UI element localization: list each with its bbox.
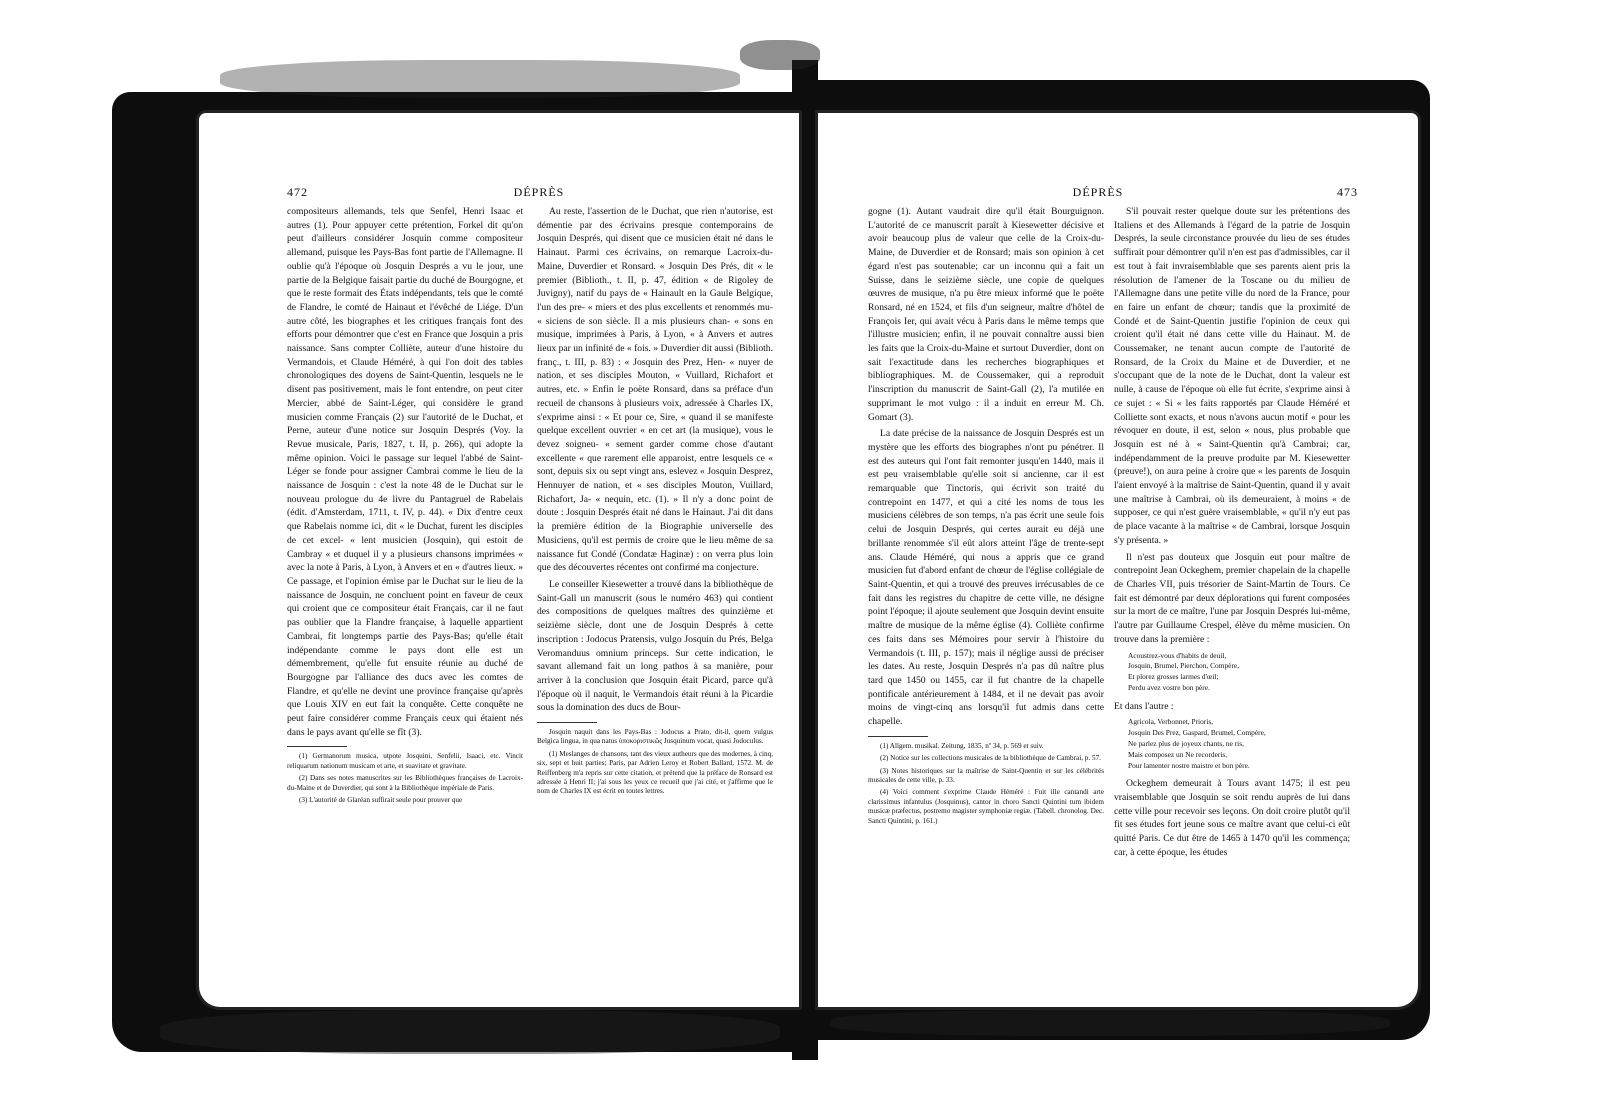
verse-line: Mais composez un Ne recorderis, [1128, 749, 1228, 759]
right-col1-footnote-2: (2) Notice sur les collections musicales de la bibliothèque de Cambrai, p. 57. [880, 754, 1101, 763]
verse-line: Pour lamenter nostre maistre et bon père. [1128, 760, 1250, 770]
right-running-head [838, 185, 1358, 201]
left-column-1 [287, 205, 523, 808]
right-col1-footnote-3: (3) Notes historiques sur la maîtrise de Saint-Quentin et sur les célébrités musicales de cette ville, p. 33. [868, 766, 1104, 784]
verse-line: Ne parlez plus de joyeux chants, ne ris, [1128, 738, 1244, 748]
left-col2-footnote-continued: Josquin naquit dans les Pays-Bas : Jodocus a Prato, dit-il, quem vulgus Belgica lingua, in qua natus ὑποκοριστικῶς Jusquinum vocat, quasi Jodoculus. [537, 728, 773, 746]
left-column-2 [537, 205, 773, 800]
right-page-number: 473 [1337, 185, 1358, 199]
right-col2-paragraph-1: S'il pouvait rester quelque doute sur les prétentions des Italiens et des Allemands à l'égard de la patrie de Josquin Després, la seule circonstance prouvée du lieu de ses études suffirait pour démontrer qu'il n'en est pas d'admissibles, car il est tout à fait invraisemblable que ses parents aient pris la résolution de l'amener de la Toscane ou du milieu de l'Allemagne dans une petite ville du nord de la France, pour en faire un enfant de chœur; tandis que la proximité de Condé et de Saint-Quentin justifie l'opinion de ceux qui croient qu'il était né dans cette ville du Hainaut. M. de Coussemaker, ne tenant aucun compte de l'autorité de Ronsard, de la Croix du Maine et de Duverdier, et ne s'occupant que de la note de le Duchat, dont la valeur est nulle, à cause de l'époque où elle fut écrite, s'exprime ainsi à ce sujet : « Si « les faits rapportés par Claude Héméré et Colliette sont exacts, et nous n'avons aucun motif « pour les révoquer en doute, il est, selon « nous, plus probable que Josquin est né à « Saint-Quentin qu'à Cambrai; car, indépendamment de la preuve produite par M. Kiesewetter (preuve!), on aura peine à croire que « les parents de Josquin l'aient envoyé à la maîtrise de Saint-Quentin, quand il y avait une maîtrise à Cambrai, où ils demeuraient, à moins « de supposer, ce qui n'est guère vraisemblable, « qu'il n'y eut pas de place vacante à la maîtrise « de Cambrai, lorsque Josquin s'y présenta. » [1114, 206, 1350, 546]
right-col1-footnote-1: (1) Allgem. musikal. Zeitung, 1835, nº 34, p. 569 et suiv. [880, 741, 1044, 750]
left-col1-footnote-3: (3) L'autorité de Glaréan suffirait seule pour prouver que [299, 796, 463, 805]
right-col2-paragraph-2: Il n'est pas douteux que Josquin eut pour maître de contrepoint Jean Ockeghem, premier chapelain de la chapelle de Charles VII, puis trésorier de Saint-Martin de Tours. Ce fait est démontré par deux déplorations qui furent composées sur la mort de ce maître, l'une par Josquin Després lui-même, l'autre par Guillaume Crespel, élève du même musicien. On trouve dans la première : [1114, 551, 1351, 645]
verse-line: Perdu avez vostre bon père. [1128, 682, 1210, 692]
verse-deploration-1 [1128, 651, 1350, 694]
footnote-rule [537, 722, 597, 723]
right-column-1 [868, 205, 1104, 829]
right-running-title: DÉPRÈS [1072, 185, 1124, 199]
scan-noise-spine-top [740, 40, 820, 70]
left-col2-paragraph-1: Au reste, l'assertion de le Duchat, que rien n'autorise, est démentie par des écrivains presque contemporains de Josquin Després, qui disent que ce musicien était né dans le Hainaut. Parmi ces écrivains, on remarque Lacroix-du-Maine, Duverdier et Ronsard. « Josquin Des Prés, dit « le premier (Biblioth., t. II, p. 47, édition « de Rigoley de Juvigny), natif du pays de « Hainault en la Gaule Belgique, l'un des pre- « miers et des plus excellents et renommés mu- « siciens de son siècle. Il a mis plusieurs chan- « sons en musique, imprimées à Paris, à Lyon, « à Anvers et autres lieux par un infinité de « fois. » Duverdier dit aussi (Biblioth. franç., t. III, p. 83) : « Josquin des Prez, Hen- « nuyer de nation, et ses disciples Mouton, « Vuillard, Richafort et autres, etc. » Enfin le poëte Ronsard, dans sa préface d'un recueil de chansons à plusieurs voix, adressée à Charles IX, s'exprime ainsi : « Et pour ce, Sire, « quand il se manifeste quelque excellent ouvrier « en cet art (la musique), vous le devez soigneu- « sement garder comme chose d'autant excellente « que rarement elle apparoist, entre lesquels ce « sont, depuis six ou sept vingt ans, eslevez « Josquin Desprez, Hennuyer de nation, et « ses disciples Mouton, Vuillard, Richafort, Ja- « nequin, etc. (1). » Il n'y a donc point de doute : Josquin Després était né dans le Hainaut. J'ai dit dans la première édition de la Biographie universelle des Musiciens, qu'il est permis de croire que le lieu même de sa naissance fut Condé (Condatæ Haginæ) : on verra plus loin que des découvertes récentes ont confirmé ma conjecture. [537, 206, 773, 574]
left-col2-footnote-1: (1) Meslanges de chansons, tant des vieux autheurs que des modernes, à cinq, six, sept et huit parties; Paris, par Adrien Leroy et Robert Ballard, 1572. M. de Reiffenberg m'a repris sur cette citation, et prétend que la préface de Ronsard est adressée à Henri II; j'ai sous les yeux ce recueil que j'ai cité, et j'affirme que le nom de Charles IX est écrit en toutes lettres. [537, 749, 773, 796]
left-col2-paragraph-2: Le conseiller Kiesewetter a trouvé dans la bibliothèque de Saint-Gall un manuscrit (sous le numéro 463) qui contient des compositions de quelques maîtres des quinzième et seizième siècle, dont une de Josquin Després à cette inscription : Jodocus Pratensis, vulgo Josquin du Prés, Belga Veromanduus omnium princeps. Sur cette indication, le savant allemand fait un long pathos à sa manière, pour arriver à la conclusion que Josquin était Picard, parce qu'à l'époque où il naquit, le Vermandois était réuni à la Picardie sous la domination des ducs de Bour- [537, 578, 773, 714]
left-page [196, 110, 802, 1010]
left-running-head [287, 185, 791, 201]
footnote-rule [868, 736, 928, 737]
right-col1-paragraph-1: gogne (1). Autant vaudrait dire qu'il était Bourguignon. L'autorité de ce manuscrit paraît à Kiesewetter décisive et avoir beaucoup plus de valeur que celle de la Croix-du-Maine, de Duverdier et de Ronsard; mais son opinion à cet égard n'est pas soutenable; car un inconnu qui a fait un Suisse, dans le seizième siècle, une copie de quelques œuvres de musique, n'a pu être mieux informé que le poëte Ronsard, né en 1524, et fils d'un seigneur, maître d'hôtel de François Ier, qui avait vécu à Paris dans le même temps que l'illustre musicien; enfin, il ne pouvait connaître aussi bien les faits que la Croix-du-Maine et surtout Duverdier, dont on sait l'exactitude dans les recherches biographiques et bibliographiques. M. de Coussemaker, qui a reproduit l'inscription du manuscrit de Saint-Gall (2), l'a mutilée en supprimant le mot vulgo : il a induit en erreur M. Ch. Gomart (3). [868, 206, 1104, 423]
scan-noise-bottom-left [160, 1010, 780, 1054]
right-col1-paragraph-2: La date précise de la naissance de Josquin Després est un mystère que les efforts des biographes n'ont pu pénétrer. Il est des auteurs qui l'ont fait remonter jusqu'en 1440, mais il est peu vraisemblable qu'elle soit si ancienne, car il est remarquable que Tinctoris, qui écrivit son traité du contrepoint en 1477, et qui a cité les noms de tous les musiciens célèbres de son temps, n'a pas écrit une seule fois celui de Josquin Després, qui certes aurait eu déjà une brillante renommée s'il eût alors atteint l'âge de trente-sept ans. Claude Héméré, qui nous a appris que ce grand musicien fut d'abord enfant de chœur de l'église collégiale de Saint-Quentin, et qui a trouvé des preuves irrécusables de ce fait dans les registres du chapitre de cette ville, ne désigne point l'époque; il ajoute seulement que Josquin devint ensuite maître de musique de la même église (4). Colliète confirme ces faits dans ses Mémoires pour servir à l'histoire du Vermandois (t. III, p. 157); mais il néglige aussi de préciser les dates. Au reste, Josquin Després n'a pas dû naître plus tard que 1450 ou 1455, car il fut chantre de la chapelle pontificale antérieurement à 1484, et il ne devait pas avoir moins de vingt-cinq ans lorsqu'il fut admis dans cette chapelle. [868, 428, 1104, 728]
footnote-rule [287, 746, 347, 747]
right-column-2 [1114, 205, 1350, 863]
right-col1-footnote-4: (4) Voici comment s'exprime Claude Héméré : Fuit ille cantandi arte clarissimus infantulus (Josquinus), cantor in choro Sancti Quintini tum ibidem musicæ præfectus, postremo magister symphoniæ regiæ. (Tabell. chronolog. Dec. Sancti Quintini, p. 161.) [868, 788, 1104, 825]
verse-line: Josquin Des Prez, Gaspard, Brumel, Compère, [1128, 728, 1266, 738]
left-col1-footnote-1: (1) Germanorum musica, utpote Josquini, Senfelii, Isaaci, etc. Vincit reliquarum nationum musicam et arte, et suavitate et gravitate. [287, 752, 523, 770]
left-col1-footnote-2: (2) Dans ses notes manuscrites sur les Bibliothèques françaises de Lacroix-du-Maine et de Duverdier, qui sont à la Bibliothèque impériale de Paris. [287, 774, 523, 792]
right-col2-closing-paragraph: Ockeghem demeurait à Tours avant 1475; il est peu vraisemblable que Josquin se soit rendu auprès de lui dans cette ville pour recevoir ses leçons. On doit croire plutôt qu'il fit ses études fort jeune sous ce maître avant que celui-ci eût quitté Paris. Ce dut être de 1465 à 1470 qu'il les commença; car, à cette époque, les études [1114, 778, 1350, 858]
verse-deploration-2 [1128, 717, 1350, 771]
verse-line: Agricola, Verbonnet, Prioris, [1128, 717, 1214, 727]
verse-intro-label: Et dans l'autre : [1114, 700, 1174, 712]
left-running-title: DÉPRÈS [513, 185, 565, 199]
scan-noise-top-left [220, 60, 740, 98]
left-col1-paragraph: compositeurs allemands, tels que Senfel, Henri Isaac et autres (1). Pour appuyer cette prétention, Forkel dit qu'on peut d'ailleurs considérer Josquin comme compositeur allemand, puisque les Pays-Bas font partie de l'Allemagne. Il oublie qu'à l'époque où Josquin Després a vu le jour, une partie de la Belgique faisait partie du duché de Bourgogne, et que le reste formait des États indépendants, tels que le comté de Flandre, le comté de Hainaut et l'évêché de Liége. D'un autre côté, les biographes et les critiques français font des efforts pour démontrer que c'est en France que Josquin a pris naissance. Sans compter Colliète, auteur d'une histoire du Vermandois, et Claude Héméré, à qui l'on doit des tables chronologiques des doyens de Saint-Quentin, lesquels ne le disent pas positivement, mais le font entendre, on peut citer Mercier, abbé de Saint-Léger, qui considère le grand musicien comme Français (2) sur l'autorité de le Duchat, et Perne, auteur d'une notice sur Josquin Després (Voy. la Revue musicale, Paris, 1827, t. II, p. 266), qui adopte la même opinion. Voici le passage sur lequel l'abbé de Saint-Léger se fonde pour assigner Cambrai comme le lieu de la naissance de Josquin : c'est la note 48 de le Duchat sur le nouveau prologue du 4e livre du Pantagruel de Rabelais (édit. d'Amsterdam, 1711, t. IV, p. 44). « Dix d'entre ceux que Rabelais nomme ici, dit « le Duchat, furent les disciples de cet excel- « lent musicien (Josquin), qui estoit de Cambray « et duquel il y a plusieurs chansons imprimées « avec la note à Paris, à Lyon, à Anvers et en « d'autres lieux. » Ce passage, et l'opinion émise par le Duchat sur le lieu de la naissance de Josquin, ne concluent point en faveur de ceux qui croient que ce compositeur était Français, car il ne faut pas oublier que la Flandre française, à laquelle appartient Cambrai, fit longtemps partie des Pays-Bas; qu'elle était indépendante comme le pays dont elle est un démembrement, qu'elle fut ensuite réunie au duché de Bourgogne par l'alliance des ducs avec les comtes de Flandre, et qu'elle ne devint une province française qu'après que Louis XIV en eut fait la conquête. Cette conquête ne peut faire considérer comme Français ceux qui étaient nés dans le pays avant qu'elle se fît (3). [287, 206, 523, 738]
verse-line: Et plorez grosses larmes d'œil; [1128, 672, 1219, 682]
verse-line: Josquin, Brumel, Pierchon, Compère, [1128, 661, 1240, 671]
right-page [815, 110, 1421, 1010]
verse-line: Acoustrez-vous d'habits de deuil, [1128, 650, 1227, 660]
left-page-number: 472 [287, 185, 308, 199]
scan-noise-bottom-right [830, 1010, 1390, 1036]
